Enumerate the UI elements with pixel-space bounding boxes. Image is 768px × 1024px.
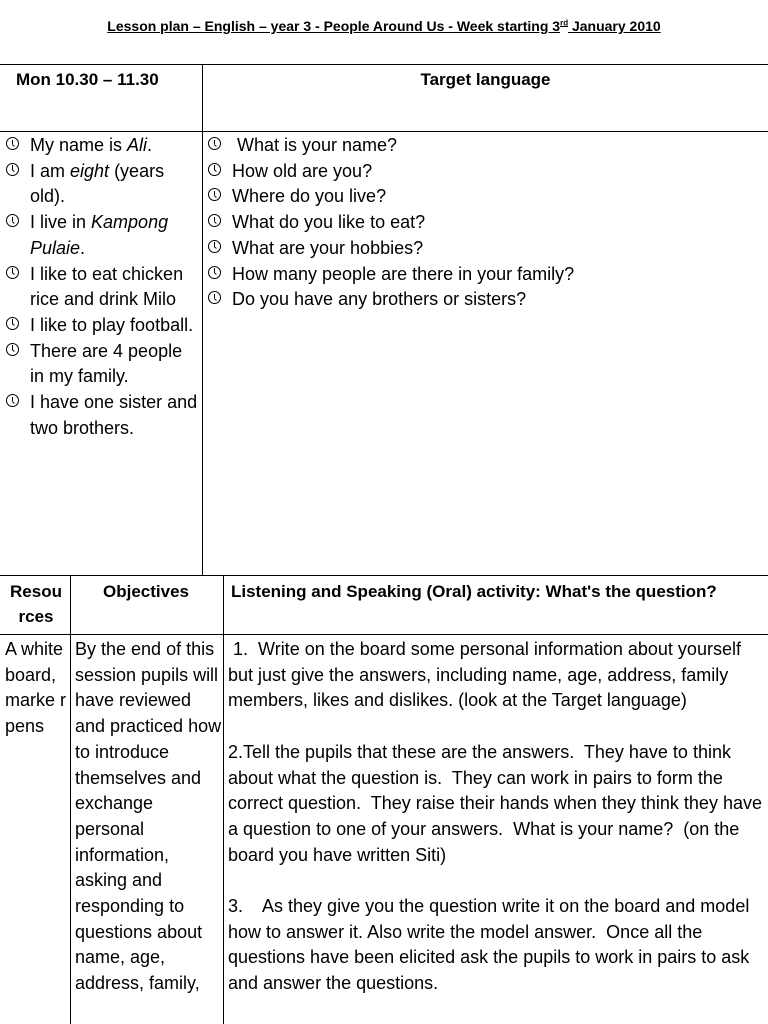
activity-step: 1. Write on the board some personal information about yourself but just give the answers, including name, age, address, family members, likes and dislikes. (look at the Target language) <box>228 639 746 711</box>
answer-text: I like to eat chicken rice and drink Milo <box>30 263 184 310</box>
table2-column-divider-1 <box>70 575 71 1024</box>
answer-item <box>3 390 199 441</box>
answer-item <box>3 133 199 159</box>
target-language-header: Target language <box>420 70 551 89</box>
answer-tail: (years old). <box>30 160 165 207</box>
question-text: How many people are there in your family? <box>232 263 575 284</box>
clock-bullet-icon <box>208 163 221 176</box>
clock-bullet-icon <box>6 214 19 227</box>
table1-top-border <box>0 64 768 65</box>
question-item <box>205 236 765 262</box>
clock-bullet-icon <box>6 317 19 330</box>
clock-bullet-icon <box>6 163 19 176</box>
clock-bullet-icon <box>6 266 19 279</box>
table2-header-divider <box>0 634 768 635</box>
question-text: What are your hobbies? <box>232 237 424 258</box>
resources-text: A white board, marke r pens <box>5 639 67 737</box>
answer-emphasis: eight <box>70 160 110 181</box>
question-text: What is your name? <box>232 135 398 155</box>
question-text: What do you like to eat? <box>232 212 426 233</box>
activity-steps <box>228 637 767 1023</box>
questions-list <box>205 133 765 313</box>
document-title <box>0 18 768 34</box>
answer-tail: . <box>147 135 153 155</box>
answer-item <box>3 159 199 210</box>
title-tail: January 2010 <box>568 18 661 34</box>
questions-cell <box>205 133 765 313</box>
table1-column-divider <box>202 64 203 575</box>
title-superscript: rd <box>560 18 569 28</box>
question-item <box>205 159 765 185</box>
question-text: Do you have any brothers or sisters? <box>232 289 527 310</box>
resources-header: Resou rces <box>10 582 62 626</box>
answer-emphasis: Kampong Pulaie <box>30 212 169 258</box>
clock-bullet-icon <box>208 291 221 304</box>
answer-text: I like to play football. <box>30 314 194 335</box>
answers-list <box>3 133 199 441</box>
answer-text: I live in <box>30 212 92 233</box>
answer-text: I am <box>30 160 71 181</box>
clock-bullet-icon <box>208 137 221 150</box>
question-text: How old are you? <box>232 160 373 181</box>
objectives-text: By the end of this session pupils will have reviewed and practiced how to introduce themselves and exchange personal information, asking and responding to questions about name, age, address, family, <box>75 639 222 994</box>
activity-header: Listening and Speaking (Oral) activity: What's the question? <box>231 582 717 601</box>
answer-item <box>3 262 199 313</box>
activity-step: 2.Tell the pupils that these are the answers. They have to think about what the question is. They can work in pairs to form the correct question. They raise their hands when they think they have a question to one of your answers. What is your name? (on the board you have written Siti) <box>228 741 767 865</box>
clock-bullet-icon <box>208 214 221 227</box>
clock-bullet-icon <box>6 137 19 150</box>
answer-item <box>3 210 199 261</box>
answer-tail: . <box>80 237 86 258</box>
answer-emphasis: Ali <box>127 135 148 155</box>
clock-bullet-icon <box>6 343 19 356</box>
answer-item <box>3 313 199 339</box>
answer-text: My name is <box>30 135 128 155</box>
question-item <box>205 210 765 236</box>
time-header: Mon 10.30 – 11.30 <box>16 70 159 89</box>
table2-column-divider-2 <box>223 575 224 1024</box>
question-text: Where do you live? <box>232 186 387 207</box>
clock-bullet-icon <box>208 188 221 201</box>
answers-cell <box>3 133 199 441</box>
activity-step: 3. As they give you the question write it on the board and model how to answer it. Also write the model answer. Once all the questions have been elicited ask the pupils to work in pairs to ask and answer the questions. <box>228 896 755 994</box>
clock-bullet-icon <box>208 240 221 253</box>
question-item <box>205 287 765 313</box>
answer-text: I have one sister and two brothers. <box>30 392 198 438</box>
question-item <box>205 184 765 210</box>
question-item <box>205 133 765 159</box>
table1-header-divider <box>0 131 768 132</box>
answer-item <box>3 339 199 390</box>
objectives-header: Objectives <box>103 582 189 601</box>
table2-top-border <box>0 575 768 576</box>
clock-bullet-icon <box>208 266 221 279</box>
clock-bullet-icon <box>6 394 19 407</box>
answer-text: There are 4 people in my family. <box>30 340 183 387</box>
title-text: Lesson plan – English – year 3 - People Around Us - Week starting 3 <box>107 18 561 34</box>
question-item <box>205 262 765 288</box>
